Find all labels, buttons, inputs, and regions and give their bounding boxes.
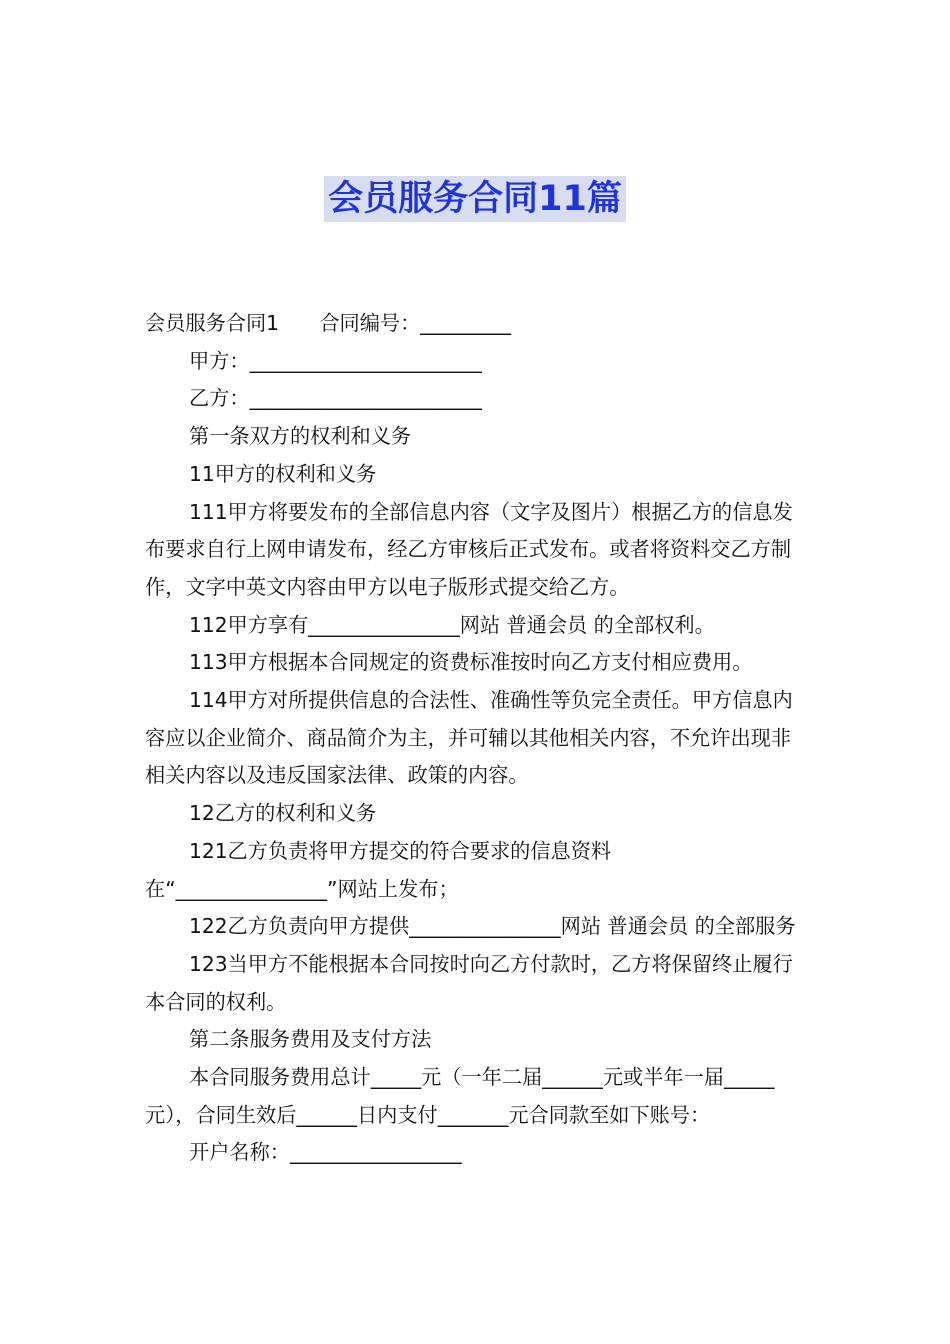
title-container bbox=[0, 176, 950, 222]
paragraph-9: 12乙方的权利和义务 bbox=[189, 801, 377, 826]
paragraph-7: 113甲方根据本合同规定的资费标准按时向乙方支付相应费用。 bbox=[189, 650, 753, 675]
paragraph-14: 本合同服务费用总计_____元（一年二届______元或半年一届_____元），合同生效后______日内支付_______元合同款至如下账号： bbox=[145, 1065, 775, 1127]
paragraph-6: 112甲方享有_______________网站 普通会员 的全部权利。 bbox=[189, 612, 715, 637]
paragraph-2: 乙方：_______________________ bbox=[189, 386, 482, 411]
document-title: 会员服务合同11篇 bbox=[324, 176, 626, 222]
paragraph-0: 会员服务合同1 合同编号：_________ bbox=[145, 311, 512, 335]
paragraph-4: 11甲方的权利和义务 bbox=[189, 461, 377, 486]
paragraph-12: 123当甲方不能根据本合同按时向乙方付款时，乙方将保留终止履行本合同的权利。 bbox=[145, 951, 793, 1014]
paragraph-1: 甲方：_______________________ bbox=[189, 348, 482, 373]
document-body bbox=[145, 305, 810, 1172]
paragraph-5: 111甲方将要发布的全部信息内容（文字及图片）根据乙方的信息发布要求自行上网申请发布，经乙方审核后正式发布。或者将资料交乙方制作，文字中英文内容由甲方以电子版形式提交给乙方。 bbox=[145, 499, 793, 599]
paragraph-10: 121乙方负责将甲方提交的符合要求的信息资料在“_______________”网站上发布； bbox=[145, 838, 612, 901]
paragraph-3: 第一条双方的权利和义务 bbox=[189, 424, 412, 449]
paragraph-13: 第二条服务费用及支付方法 bbox=[189, 1027, 432, 1052]
paragraph-8: 114甲方对所提供信息的合法性、准确性等负完全责任。甲方信息内容应以企业简介、商品简介为主，并可辅以其他相关内容，不允许出现非相关内容以及违反国家法律、政策的内容。 bbox=[145, 688, 793, 788]
paragraph-11: 122乙方负责向甲方提供_______________网站 普通会员 的全部服务 bbox=[189, 914, 796, 939]
paragraph-15: 开户名称：_________________ bbox=[189, 1140, 462, 1165]
